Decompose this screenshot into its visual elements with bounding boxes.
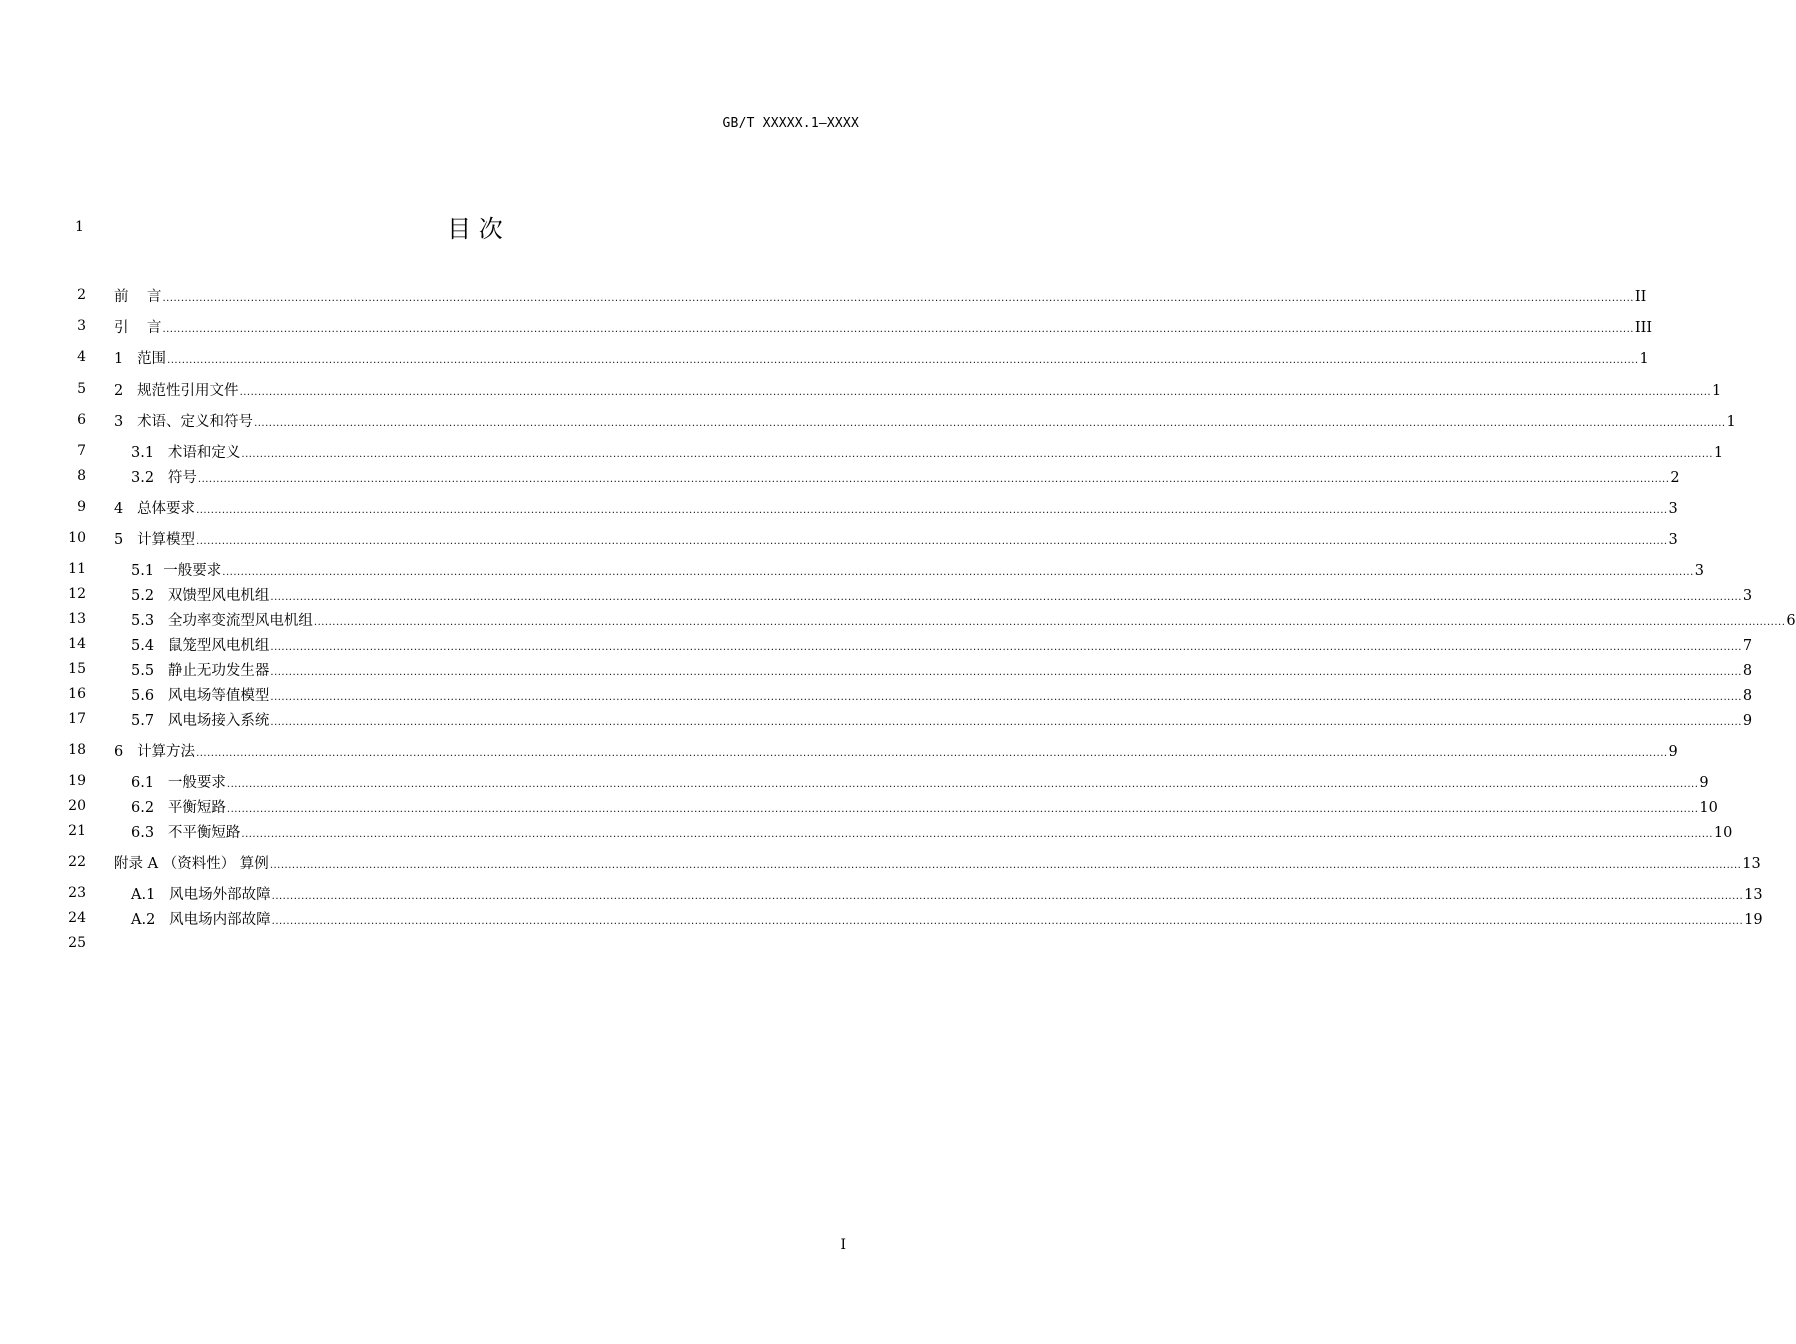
dot-leader: ................................................................................................................................................................................................................................................................................................................................................................................................................: [270, 717, 1742, 728]
toc-entry-page: 6: [1786, 613, 1796, 629]
toc-entry-page: 8: [1742, 663, 1753, 679]
toc-entry[interactable]: [0, 528, 1678, 548]
toc-entry[interactable]: [0, 908, 1763, 928]
dot-leader: ................................................................................................................................................................................................................................................................................................................................................................................................................: [162, 293, 1634, 304]
toc-entry-content: [131, 659, 1753, 680]
dot-leader: ................................................................................................................................................................................................................................................................................................................................................................................................................: [270, 592, 1742, 603]
toc-entry-number: 5.7: [131, 713, 168, 729]
line-number: 16: [68, 686, 86, 702]
toc-entry-label: 规范性引用文件: [137, 383, 239, 399]
toc-entry[interactable]: [0, 852, 1761, 872]
toc-entry[interactable]: [0, 584, 1753, 604]
toc-entry-page: 1: [1639, 351, 1649, 367]
toc-entry-label: 平衡短路: [167, 800, 226, 816]
toc-entry-label: 一般要求: [163, 563, 222, 579]
dot-leader: ................................................................................................................................................................................................................................................................................................................................................................................................................: [241, 449, 1713, 460]
line-number: 3: [77, 318, 86, 334]
toc-entry-number: 6.3: [131, 825, 168, 841]
line-number: 21: [68, 823, 86, 839]
toc-entry[interactable]: [0, 379, 1722, 399]
toc-entry-label: 术语、定义和符号: [137, 414, 254, 430]
toc-entry-page: 9: [1668, 744, 1678, 760]
toc-entry[interactable]: [0, 285, 1647, 305]
toc-entry-label: 不平衡短路: [167, 825, 241, 841]
toc-entry[interactable]: [0, 441, 1724, 461]
dot-leader: ................................................................................................................................................................................................................................................................................................................................................................................................................: [167, 355, 1639, 366]
toc-entry-number: 3.1: [131, 445, 168, 461]
dot-leader: ................................................................................................................................................................................................................................................................................................................................................................................................................: [241, 829, 1713, 840]
toc-entry-label: 引 言: [114, 320, 162, 336]
toc-entry-number: A.1: [131, 887, 170, 903]
toc-entry[interactable]: [0, 609, 1796, 629]
toc-entry-page: 3: [1742, 588, 1753, 604]
toc-entry-content: [131, 634, 1753, 655]
line-number: 8: [77, 468, 86, 484]
toc-entry[interactable]: [0, 821, 1733, 841]
line-number: 14: [68, 636, 86, 652]
toc-entry-label: 双馈型风电机组: [167, 588, 270, 604]
line-number: 9: [77, 499, 86, 515]
toc-entry-number: 5.6: [131, 688, 168, 704]
toc-entry-content: [131, 771, 1709, 792]
toc-entry-label: 前 言: [114, 289, 162, 305]
toc-entry-page: 1: [1712, 383, 1722, 399]
toc-entry[interactable]: [0, 634, 1753, 654]
line-number: 4: [77, 349, 86, 365]
toc-entry-page: 3: [1694, 563, 1704, 579]
toc-entry-label: 总体要求: [137, 501, 196, 517]
toc-entry[interactable]: [0, 659, 1753, 679]
line-number: 22: [68, 854, 86, 870]
toc-entry-number: 5.2: [131, 588, 168, 604]
toc-entry-content: [131, 684, 1753, 705]
line-number: 13: [68, 611, 86, 627]
toc-entry-page: 8: [1742, 688, 1753, 704]
toc-entry-content: [131, 709, 1753, 730]
toc-entry-number: 3: [114, 414, 138, 430]
dot-leader: ................................................................................................................................................................................................................................................................................................................................................................................................................: [226, 779, 1699, 790]
line-number: 11: [68, 561, 86, 577]
toc-entry-content: [114, 410, 1736, 431]
line-number: 10: [68, 530, 86, 546]
toc-entry[interactable]: [0, 883, 1763, 903]
toc-entry[interactable]: [0, 316, 1653, 336]
toc-entry-page: 7: [1742, 638, 1753, 654]
toc-entry-label: 鼠笼型风电机组: [167, 638, 270, 654]
toc-entry-page: 2: [1670, 470, 1680, 486]
toc-entry-page: II: [1634, 289, 1647, 305]
toc-entry-label: 风电场等值模型: [167, 688, 270, 704]
dot-leader: ................................................................................................................................................................................................................................................................................................................................................................................................................: [222, 567, 1694, 578]
page-title: 目 次: [447, 215, 503, 243]
toc-entry-content: [131, 796, 1718, 817]
dot-leader: ................................................................................................................................................................................................................................................................................................................................................................................................................: [162, 324, 1634, 335]
toc-entry-content: [114, 497, 1678, 518]
dot-leader: ................................................................................................................................................................................................................................................................................................................................................................................................................: [313, 617, 1786, 628]
toc-entry-label: 全功率变流型风电机组: [167, 613, 313, 629]
page-number: I: [840, 1237, 846, 1253]
toc-entry-content: [114, 316, 1653, 337]
line-number: 24: [68, 910, 86, 926]
toc-entry[interactable]: [0, 410, 1736, 430]
dot-leader: ................................................................................................................................................................................................................................................................................................................................................................................................................: [239, 387, 1712, 398]
dot-leader: ................................................................................................................................................................................................................................................................................................................................................................................................................: [196, 505, 1668, 516]
toc-entry-label: 静止无功发生器: [167, 663, 270, 679]
toc-entry[interactable]: [0, 684, 1753, 704]
toc-entry-number: 1: [114, 351, 138, 367]
dot-leader: ................................................................................................................................................................................................................................................................................................................................................................................................................: [271, 916, 1744, 927]
dot-leader: ................................................................................................................................................................................................................................................................................................................................................................................................................: [270, 667, 1742, 678]
toc-entry-number: A.2: [131, 912, 170, 928]
toc-entry-number: 5: [114, 532, 138, 548]
line-number: 12: [68, 586, 86, 602]
toc-entry-number: 5.5: [131, 663, 168, 679]
dot-leader: ................................................................................................................................................................................................................................................................................................................................................................................................................: [196, 748, 1668, 759]
toc-entry-number: 6: [114, 744, 138, 760]
dot-leader: ................................................................................................................................................................................................................................................................................................................................................................................................................: [226, 804, 1699, 815]
toc-entry-content: [131, 584, 1753, 605]
toc-entry-label: 风电场外部故障: [169, 887, 271, 903]
line-number: 6: [77, 412, 86, 428]
empty-line: [0, 933, 950, 953]
toc-entry-page: 13: [1742, 856, 1761, 872]
toc-entry[interactable]: [0, 709, 1753, 729]
toc-entry-number: 5.1: [131, 563, 164, 579]
toc-entry-page: 3: [1668, 532, 1678, 548]
toc-entry-label: 风电场内部故障: [169, 912, 271, 928]
toc-entry-label: 符号: [167, 470, 197, 486]
toc-entry[interactable]: [0, 796, 1718, 816]
document-code: GB/T XXXXX.1—XXXX: [722, 116, 859, 131]
toc-entry-page: 9: [1742, 713, 1753, 729]
dot-leader: ................................................................................................................................................................................................................................................................................................................................................................................................................: [197, 474, 1670, 485]
toc-entry[interactable]: [0, 771, 1709, 791]
toc-entry-content: [114, 347, 1649, 368]
toc-entry-page: 9: [1699, 775, 1709, 791]
toc-entry[interactable]: [0, 559, 1704, 579]
toc-entry-number: 2: [114, 383, 138, 399]
toc-entry-content: [131, 821, 1733, 842]
toc-entry-content: [114, 740, 1678, 761]
dot-leader: ................................................................................................................................................................................................................................................................................................................................................................................................................: [271, 891, 1744, 902]
line-number: 2: [77, 287, 86, 303]
toc-entry-number: 6.1: [131, 775, 168, 791]
toc-entry-label: 术语和定义: [167, 445, 241, 461]
line-number: 1: [75, 219, 84, 235]
toc-entry-content: [114, 285, 1647, 306]
toc-entry-label: 计算模型: [137, 532, 196, 548]
toc-entry-number: 4: [114, 501, 138, 517]
title-line: [0, 209, 950, 241]
toc-entry[interactable]: [0, 740, 1678, 760]
toc-entry-label: 计算方法: [137, 744, 196, 760]
line-number: 18: [68, 742, 86, 758]
toc-entry-page: III: [1634, 320, 1653, 336]
toc-entry-content: [131, 559, 1704, 580]
toc-entry-number: 5.4: [131, 638, 168, 654]
toc-entry-page: 3: [1668, 501, 1678, 517]
dot-leader: ................................................................................................................................................................................................................................................................................................................................................................................................................: [269, 860, 1742, 871]
toc-entry-content: [114, 528, 1678, 549]
toc-entry[interactable]: [0, 466, 1680, 486]
dot-leader: ................................................................................................................................................................................................................................................................................................................................................................................................................: [196, 536, 1668, 547]
line-number: 7: [77, 443, 86, 459]
line-number: 25: [68, 935, 86, 951]
line-number: 23: [68, 885, 86, 901]
toc-entry[interactable]: [0, 497, 1678, 517]
toc-entry-number: 3.2: [131, 470, 168, 486]
toc-entry[interactable]: [0, 347, 1649, 367]
dot-leader: ................................................................................................................................................................................................................................................................................................................................................................................................................: [270, 642, 1742, 653]
toc-entry-number: 6.2: [131, 800, 168, 816]
toc-entry-content: [131, 609, 1796, 630]
toc-entry-label: 附录 A （资料性） 算例: [114, 856, 269, 872]
line-number: 20: [68, 798, 86, 814]
dot-leader: ................................................................................................................................................................................................................................................................................................................................................................................................................: [254, 418, 1726, 429]
toc-entry-label: 一般要求: [167, 775, 226, 791]
toc-entry-content: [131, 883, 1763, 904]
toc-entry-label: 风电场接入系统: [167, 713, 270, 729]
dot-leader: ................................................................................................................................................................................................................................................................................................................................................................................................................: [270, 692, 1742, 703]
line-number: 5: [77, 381, 86, 397]
toc-entry-content: [131, 908, 1763, 929]
toc-entry-page: 1: [1726, 414, 1736, 430]
toc-entry-content: [131, 441, 1724, 462]
line-number: 15: [68, 661, 86, 677]
toc-entry-content: [114, 852, 1761, 873]
line-number: 17: [68, 711, 86, 727]
line-number: 19: [68, 773, 86, 789]
toc-entry-label: 范围: [137, 351, 167, 367]
toc-entry-page: 1: [1713, 445, 1724, 461]
toc-entry-number: 5.3: [131, 613, 168, 629]
toc-entry-page: 10: [1699, 800, 1718, 816]
toc-entry-page: 19: [1744, 912, 1763, 928]
toc-entry-page: 10: [1713, 825, 1733, 841]
toc-entry-content: [114, 379, 1722, 400]
toc-entry-content: [131, 466, 1680, 487]
toc-entry-page: 13: [1744, 887, 1763, 903]
